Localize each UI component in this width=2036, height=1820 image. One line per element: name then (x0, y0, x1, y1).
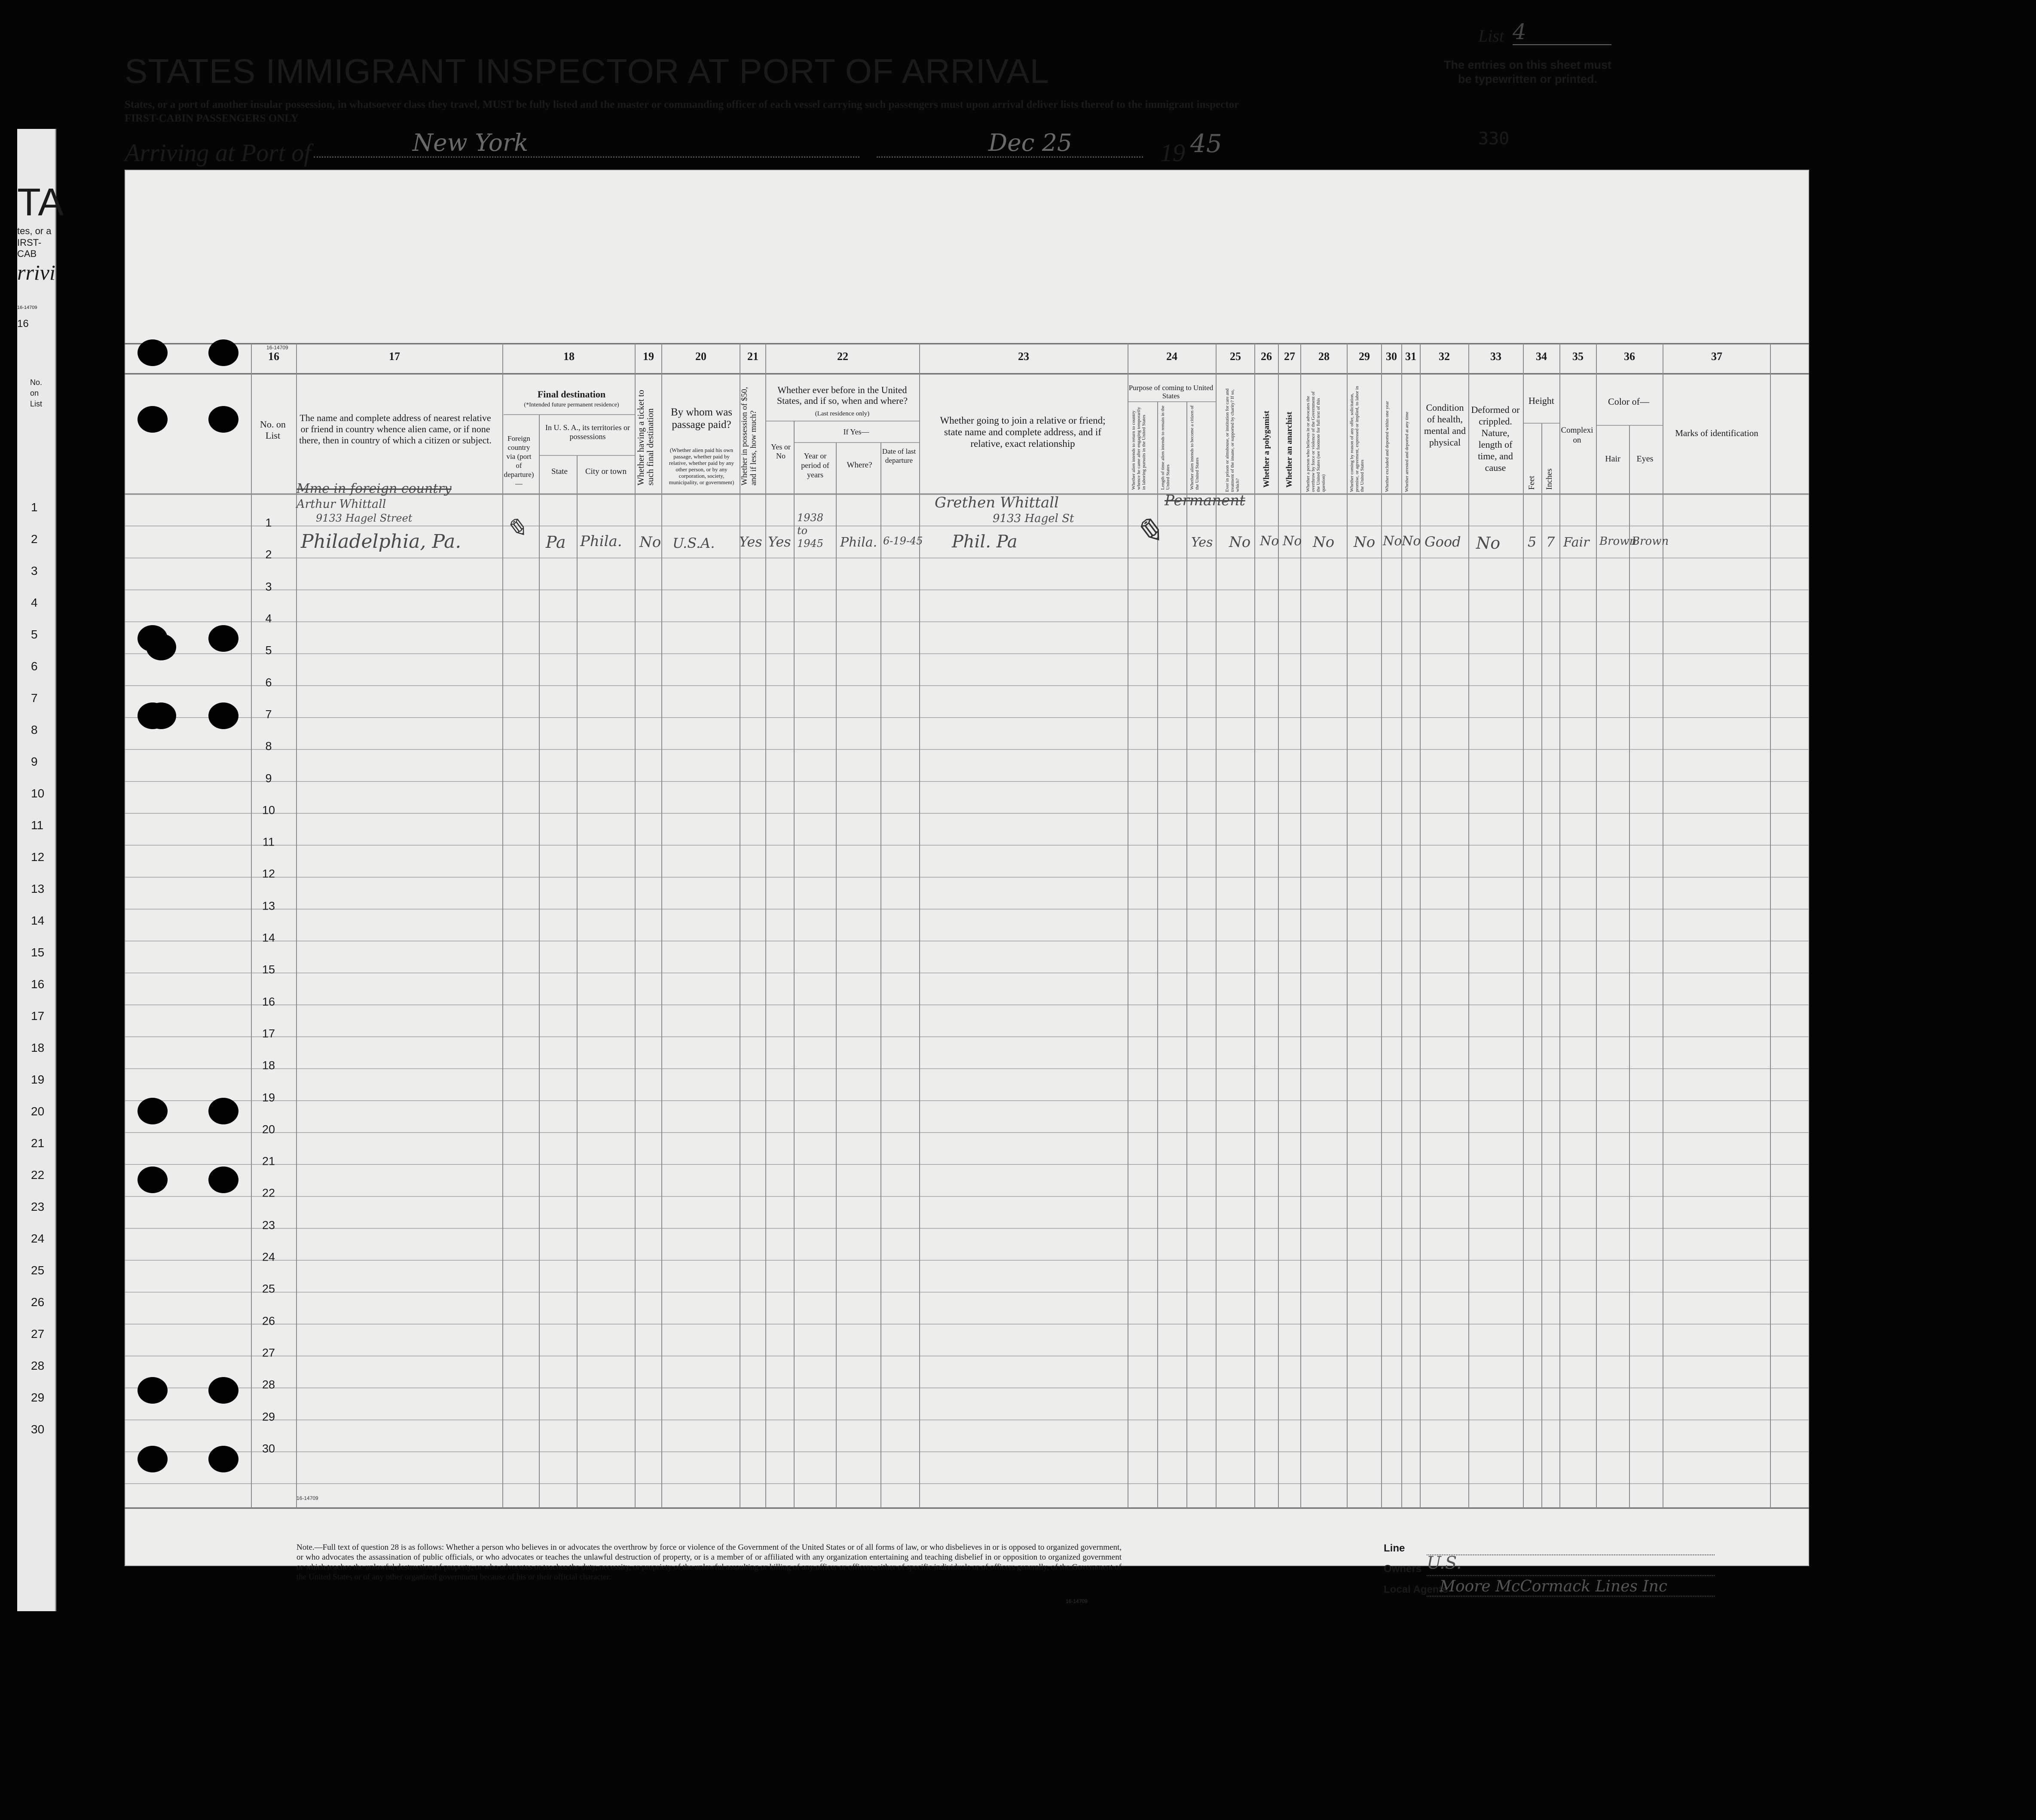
binder-hole (208, 702, 238, 729)
header-city: City or town (585, 467, 627, 476)
binder-hole (138, 1098, 168, 1124)
header-marks: Marks of identification (1675, 428, 1758, 438)
entries-note: The entries on this sheet must be typewritten or printed. (1443, 58, 1612, 86)
strip-on: on (30, 389, 39, 397)
strip-line-number: 29 (31, 1391, 45, 1404)
strip-line-number: 16 (31, 977, 45, 991)
entry-intends-citizen: Yes (1191, 535, 1213, 550)
entry-join-city: Phil. Pa (952, 532, 1018, 552)
row-number: 7 (265, 708, 272, 721)
header-polygamist: Whether a polygamist (1262, 410, 1271, 488)
column-number: 28 (1318, 350, 1330, 363)
header-year-period: Year or period of years (801, 452, 829, 479)
binder-hole (208, 625, 238, 652)
strip-line-number: 9 (31, 755, 38, 768)
column-number: 23 (1018, 350, 1029, 363)
strip-no: No. (30, 378, 43, 387)
header-last-departure: Date of last departure (882, 447, 916, 464)
owners-label: Owners (1384, 1563, 1422, 1575)
binder-hole (208, 1167, 238, 1193)
strip-class-fragment: IRST-CAB (17, 237, 42, 259)
port-value: New York (314, 129, 859, 158)
strip-line-number: 18 (31, 1041, 45, 1054)
column-number: 35 (1572, 350, 1584, 363)
strip-line-number: 14 (31, 914, 45, 927)
header-deformed: Deformed or crippled. Nature, length of time, and cause (1471, 404, 1520, 473)
header-complexion: Complexion (1561, 426, 1593, 445)
strip-line-number: 22 (31, 1168, 45, 1182)
row-number: 1 (265, 516, 272, 529)
entry-foreign-country-scribble: ✎ (505, 513, 527, 544)
row-number: 6 (265, 676, 272, 689)
row-number: 16 (262, 995, 275, 1008)
strip-line-number: 27 (31, 1327, 45, 1341)
footer-form-code: 16-14709 (1066, 1598, 1088, 1604)
column-number: 31 (1405, 350, 1416, 363)
column-number: 22 (837, 350, 848, 363)
binder-hole (208, 1098, 238, 1124)
row-number: 23 (262, 1218, 275, 1232)
entry-height-feet: 5 (1528, 534, 1537, 550)
column-number: 30 (1386, 350, 1397, 363)
entry-state: Pa (546, 533, 566, 552)
header-final-destination-note: (*Intended future permanent residence) (524, 402, 619, 408)
row-number: 30 (262, 1442, 275, 1455)
row-number: 9 (265, 772, 272, 785)
entry-deformed: No (1476, 534, 1501, 553)
owners-value: U.S. (1427, 1553, 1462, 1573)
strip-line-number: 13 (31, 882, 45, 895)
header-join-relative: Whether going to join a relative or friend; state name and complete address, and if relative, exact relationship (940, 415, 1106, 449)
entry-passage-paid: U.S.A. (673, 535, 715, 551)
strip-line-number: 10 (31, 787, 45, 800)
entry-arrested: No (1402, 534, 1421, 549)
strip-line-number: 21 (31, 1136, 45, 1150)
row-number: 15 (262, 963, 275, 976)
column-number: 16 (268, 350, 279, 363)
header-passage-paid: By whom was passage paid? (670, 406, 733, 431)
footer-note: Note.—Full text of question 28 is as follows: Whether a person who believes in or advocates the overthrow by force or violence of the Government of the United States or of all forms of law, or who disbelieves in or is opposed to organized government, or who advocates the assassination of public officials, or who advocates or teaches the unlawful destruction of property, or is a member of or affiliated with any organization entertaining and teaching disbelief in or opposition to organized government or which teaches the unlawful destruction of property, or who advocates or teaches the duty, necessity, or propriety of the unlawful assaulting or killing of any officer or officers, either of specific individuals or of officers generally, of the Government of the United States or of any other organized government because of his or their official character. (297, 1543, 1122, 1582)
binder-hole (138, 1377, 168, 1404)
header-fifty-dollars: Whether in possession of $50, and if less, how much? (740, 387, 758, 486)
row-number: 28 (262, 1378, 275, 1391)
strip-line-number: 24 (31, 1232, 45, 1245)
strip-line-number: 15 (31, 946, 45, 959)
entry-join-name: Grethen Whittall (935, 494, 1059, 511)
row-number: 20 (262, 1123, 275, 1136)
entry-polygamist: No (1260, 534, 1279, 549)
column-number: 18 (563, 350, 575, 363)
binder-hole (138, 1167, 168, 1193)
header-state: State (551, 467, 568, 476)
row-number: 22 (262, 1186, 275, 1200)
sheet-number: 330 (1478, 129, 1510, 149)
entry-prison: No (1229, 534, 1251, 551)
entry-purpose: Permanent (1165, 492, 1245, 509)
row-number: 26 (262, 1314, 275, 1328)
strip-subtitle-fragment: tes, or a (17, 226, 52, 236)
list-number: 4 (1513, 19, 1611, 45)
entry-fifty-dollars: Yes (739, 534, 762, 550)
row-number: 25 (262, 1282, 275, 1295)
column-number: 29 (1359, 350, 1370, 363)
column-number: 24 (1166, 350, 1177, 363)
header-height: Height (1529, 395, 1554, 406)
row-number: 13 (262, 899, 275, 913)
strip-line-number: 30 (31, 1423, 45, 1436)
strip-line-number: 1 (31, 501, 38, 514)
header-yes-no: Yes or No (771, 443, 791, 460)
header-if-yes: If Yes— (843, 428, 869, 436)
entry-relative-street: 9133 Hagel Street (316, 512, 413, 524)
row-number: 24 (262, 1250, 275, 1264)
binder-hole (146, 702, 176, 729)
strip-line-number: 8 (31, 723, 38, 736)
entry-hair: Brown (1599, 535, 1637, 548)
strip-line-number: 6 (31, 660, 38, 673)
header-ticket: Whether having a ticket to such final destination (636, 390, 655, 486)
row-number: 21 (262, 1154, 275, 1168)
strip-line-number: 28 (31, 1359, 45, 1372)
column-number: 34 (1536, 350, 1547, 363)
header-ever-before: Whether ever before in the United States, and if so, when and where? (776, 385, 908, 406)
entry-join-street: 9133 Hagel St (993, 512, 1074, 525)
header-offer-labor: Whether coming by reason of any offer, solicitation, promise, or agreement, expressed or implied, to labor in the United States (1349, 386, 1365, 492)
line-label: Line (1384, 1542, 1405, 1554)
entry-relative-city: Philadelphia, Pa. (301, 531, 462, 553)
row-number: 2 (265, 548, 272, 561)
strip-list: List (30, 400, 43, 408)
binder-hole (138, 339, 168, 366)
strip-arriving-fragment: rrivi (17, 260, 55, 284)
binder-hole (138, 406, 168, 433)
header-nearest-relative: The name and complete address of nearest relative or friend in country whence alien came, or if none there, then in country of which a citizen or subject. (299, 412, 492, 446)
header-final-destination: Final destination (537, 389, 606, 400)
entry-relative-line1: Mme in foreign country (297, 481, 452, 496)
binder-hole (208, 339, 238, 366)
row-number: 5 (265, 644, 272, 657)
row-number: 17 (262, 1027, 275, 1040)
column-number: 32 (1439, 350, 1450, 363)
column-number: 37 (1711, 350, 1722, 363)
entry-eyes: Brown (1632, 535, 1669, 548)
row-number: 8 (265, 739, 272, 753)
row-number: 27 (262, 1346, 275, 1359)
entry-height-inches: 7 (1546, 534, 1555, 550)
port-label: Arriving at Port of (125, 139, 311, 167)
header-anarchist: Whether an anarchist (1285, 412, 1294, 488)
header-purpose-citizen: Whether alien intends to become a citizen of the United States (1189, 405, 1200, 490)
row-number: 10 (262, 803, 275, 817)
strip-line-number: 7 (31, 691, 38, 705)
header-health: Condition of health, mental and physical (1424, 402, 1466, 448)
strip-line-number: 23 (31, 1200, 45, 1213)
strip-line-number: 26 (31, 1295, 45, 1309)
binder-hole (208, 1446, 238, 1472)
strip-form-code: 16-14709 (17, 305, 37, 310)
header-prison: Ever in prison or almshouse, or institution for care and treatment of the insane, or supported by charity? If so, which? (1225, 388, 1240, 492)
entry-city: Phila. (580, 533, 622, 550)
strip-col-number: 16 (17, 318, 29, 330)
local-agents-label: Local Agents (1384, 1584, 1448, 1595)
header-purpose: Purpose of coming to United States (1128, 384, 1214, 400)
entry-where: Phila. (840, 535, 877, 550)
entry-offer-labor: No (1354, 534, 1376, 551)
owners-underline (1427, 1575, 1715, 1576)
binder-hole (208, 1377, 238, 1404)
strip-line-number: 12 (31, 850, 45, 864)
strip-line-number: 2 (31, 532, 38, 546)
entry-ever-before: Yes (768, 534, 791, 550)
strip-title-fragment: TA (17, 181, 64, 224)
form-code-bottom: 16-14709 (297, 1495, 318, 1501)
year-value: 45 (1190, 129, 1222, 158)
binder-hole (138, 1446, 168, 1472)
header-in-usa: In U. S. A., its territories or possessions (545, 423, 630, 441)
header-overthrow: Whether a person who believes in or advocates the overthrow by force or violence of the Government of the United States (see footnote for full text of this question) (1305, 391, 1326, 492)
entry-complexion: Fair (1563, 535, 1590, 550)
header-purpose-length: Length of time alien intends to remain in the United States (1160, 405, 1171, 490)
manifest-sheet (125, 170, 1809, 1566)
header-foreign-country: Foreign country via (port of departure)— (504, 434, 534, 488)
column-number: 20 (695, 350, 706, 363)
row-number: 4 (265, 612, 272, 625)
strip-line-number: 20 (31, 1105, 45, 1118)
entry-excluded: No (1383, 534, 1402, 549)
strip-line-number: 3 (31, 564, 38, 577)
header-passage-paid-note: (Whether alien paid his own passage, whether paid by relative, whether paid by any other person, or by any corporation, society, municipality, or government) (669, 447, 734, 486)
row-number: 11 (262, 835, 275, 849)
entry-overthrow: No (1313, 534, 1335, 551)
header-arrested-deported: Whether arrested and deported at any time (1404, 412, 1409, 492)
entry-health: Good (1425, 534, 1461, 550)
strip-line-number: 19 (31, 1073, 45, 1086)
entry-ticket: No (639, 534, 661, 551)
column-number: 26 (1261, 350, 1272, 363)
row-number: 14 (262, 931, 275, 944)
row-number: 19 (262, 1091, 275, 1104)
header-purpose-return: Whether alien intends to return to country whence he came after engaging temporarily in laboring pursuits in the United States (1131, 407, 1146, 490)
strip-line-number: 11 (31, 818, 44, 832)
header-color-of: Color of— (1608, 396, 1649, 407)
local-agents-value: Moore McCormack Lines Inc (1440, 1578, 1668, 1595)
row-number: 18 (262, 1059, 275, 1072)
adjacent-page-strip (17, 129, 64, 1611)
strip-line-number: 5 (31, 628, 38, 641)
entry-anarchist: No (1283, 534, 1302, 549)
entry-last-departure: 6-19-45 (883, 535, 923, 547)
header-hair: Hair (1605, 454, 1620, 464)
strip-line-number: 17 (31, 1009, 45, 1023)
column-number: 33 (1490, 350, 1501, 363)
binder-hole (208, 406, 238, 433)
header-ever-before-note: (Last residence only) (815, 410, 870, 417)
entry-relative-name: Arthur Whittall (297, 498, 386, 511)
header-inches: Inches (1545, 468, 1554, 490)
row-number: 3 (265, 580, 272, 593)
column-number: 19 (643, 350, 654, 363)
header-no-on-list: No. on List (260, 419, 286, 441)
column-number: 27 (1284, 350, 1295, 363)
header-excluded-deported: Whether excluded and deported within one year (1385, 401, 1390, 492)
binder-hole (146, 634, 176, 660)
strip-line-number: 4 (31, 596, 38, 609)
column-number: 21 (747, 350, 758, 363)
year-prefix: 19 (1160, 139, 1185, 167)
passenger-class-line: FIRST-CABIN PASSENGERS ONLY (125, 113, 299, 124)
entry-purpose-scribble: ✎ (1134, 511, 1163, 551)
row-number: 12 (262, 867, 275, 880)
arrival-date: Dec 25 (877, 129, 1143, 158)
column-number: 36 (1624, 350, 1635, 363)
column-number: 25 (1230, 350, 1241, 363)
form-code-top: 16-14709 (266, 345, 288, 351)
local-agents-underline (1427, 1596, 1715, 1597)
header-eyes: Eyes (1636, 454, 1654, 464)
row-number: 29 (262, 1410, 275, 1423)
line-underline (1427, 1554, 1715, 1555)
strip-line-number: 25 (31, 1264, 45, 1277)
column-number: 17 (389, 350, 400, 363)
entry-year-period: 1938 to 1945 (797, 512, 824, 550)
form-subtitle: States, or a port of another insular possession, in whatsoever class they travel, MUST be fully listed and the master or commanding officer of each vessel carrying such passengers must upon arrival deliver lists thereof to the immigrant inspector (125, 99, 1239, 110)
header-where: Where? (847, 461, 872, 470)
header-feet: Feet (1527, 476, 1536, 490)
list-label: List (1478, 26, 1504, 46)
form-title: STATES IMMIGRANT INSPECTOR AT PORT OF ARRIVAL (125, 52, 1050, 90)
